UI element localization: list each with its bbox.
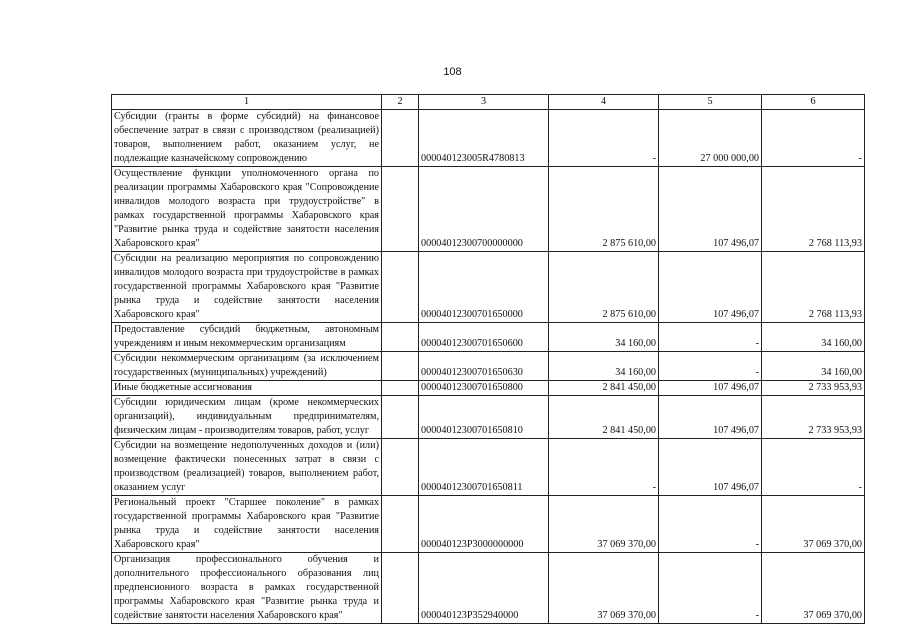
row-description: Осуществление функции уполномоченного органа по реализации программы Хабаровского края "Сопровождение инвалидов молодого возраста при трудоустройстве" в рамках государственной программы Хабаровского края "Развитие рынка труда и содействие занятости населения Хабаровского края" [112,167,382,252]
row-col2 [382,110,419,167]
row-amount-col5: 107 496,07 [659,396,762,439]
column-header: 6 [762,95,865,110]
table-body [112,110,865,624]
row-amount-col5: - [659,323,762,352]
row-amount-col4: - [549,110,659,167]
row-amount-col5: 107 496,07 [659,381,762,396]
row-amount-col4: 2 841 450,00 [549,381,659,396]
page-number: 108 [443,66,462,78]
row-description: Иные бюджетные ассигнования [112,381,382,396]
row-amount-col4: 34 160,00 [549,323,659,352]
row-amount-col6: 37 069 370,00 [762,553,865,624]
row-col2 [382,323,419,352]
row-amount-col6: - [762,110,865,167]
row-code: 000040123005R4780813 [419,110,549,167]
table-row [112,381,865,396]
row-amount-col6: 2 768 113,93 [762,252,865,323]
row-description: Субсидии (гранты в форме субсидий) на финансовое обеспечение затрат в связи с производством (реализацией) товаров, выполнением работ, оказанием услуг, не подлежащие казначейскому сопровождению [112,110,382,167]
table-row [112,110,865,167]
budget-table [111,94,865,624]
row-amount-col5: 107 496,07 [659,252,762,323]
row-code: 00004012300701650600 [419,323,549,352]
row-code: 000040123P3000000000 [419,496,549,553]
row-col2 [382,252,419,323]
table-row [112,553,865,624]
row-col2 [382,496,419,553]
row-col2 [382,439,419,496]
table-row [112,167,865,252]
table-row [112,252,865,323]
row-description: Предоставление субсидий бюджетным, автономным учреждениям и иным некоммерческим организациям [112,323,382,352]
row-description: Субсидии юридическим лицам (кроме некоммерческих организаций), индивидуальным предпринимателям, физическим лицам - производителям товаров, работ, услуг [112,396,382,439]
row-amount-col5: - [659,553,762,624]
column-header: 2 [382,95,419,110]
row-col2 [382,352,419,381]
row-amount-col6: - [762,439,865,496]
row-amount-col4: 37 069 370,00 [549,553,659,624]
column-header: 4 [549,95,659,110]
row-code: 00004012300700000000 [419,167,549,252]
row-description: Организация профессионального обучения и дополнительного профессионального образования лиц предпенсионного возраста в рамках государственной программы Хабаровского края "Развитие рынка труда и содействие занятости населения Хабаровского края" [112,553,382,624]
row-code: 00004012300701650810 [419,396,549,439]
row-code: 00004012300701650630 [419,352,549,381]
row-amount-col5: 107 496,07 [659,167,762,252]
row-amount-col5: 107 496,07 [659,439,762,496]
table-row [112,496,865,553]
row-description: Региональный проект "Старшее поколение" в рамках государственной программы Хабаровского края "Развитие рынка труда и содействие занятости населения Хабаровского края" [112,496,382,553]
table-row [112,439,865,496]
row-amount-col5: - [659,352,762,381]
column-header: 3 [419,95,549,110]
row-amount-col4: 2 875 610,00 [549,167,659,252]
row-col2 [382,167,419,252]
row-amount-col6: 37 069 370,00 [762,496,865,553]
row-code: 00004012300701650811 [419,439,549,496]
row-col2 [382,381,419,396]
row-amount-col5: - [659,496,762,553]
column-header: 5 [659,95,762,110]
row-description: Субсидии на реализацию мероприятия по сопровождению инвалидов молодого возраста при трудоустройстве в рамках государственной программы Хабаровского края "Развитие рынка труда и содействие занятости населения Хабаровского края" [112,252,382,323]
row-amount-col4: 2 875 610,00 [549,252,659,323]
row-description: Субсидии на возмещение недополученных доходов и (или) возмещение фактически понесенных затрат в связи с производством (реализацией) товаров, выполнением работ, оказанием услуг [112,439,382,496]
row-description: Субсидии некоммерческим организациям (за исключением государственных (муниципальных) учреждений) [112,352,382,381]
row-col2 [382,396,419,439]
row-amount-col6: 34 160,00 [762,352,865,381]
row-amount-col6: 2 733 953,93 [762,381,865,396]
row-amount-col6: 2 768 113,93 [762,167,865,252]
row-amount-col6: 34 160,00 [762,323,865,352]
row-code: 00004012300701650800 [419,381,549,396]
column-header: 1 [112,95,382,110]
row-code: 00004012300701650000 [419,252,549,323]
table-row [112,352,865,381]
row-col2 [382,553,419,624]
table-row [112,396,865,439]
table-row [112,323,865,352]
row-amount-col4: 34 160,00 [549,352,659,381]
row-amount-col6: 2 733 953,93 [762,396,865,439]
table-header-row [112,95,865,110]
row-amount-col4: 37 069 370,00 [549,496,659,553]
row-amount-col5: 27 000 000,00 [659,110,762,167]
row-amount-col4: - [549,439,659,496]
row-code: 000040123P352940000 [419,553,549,624]
row-amount-col4: 2 841 450,00 [549,396,659,439]
